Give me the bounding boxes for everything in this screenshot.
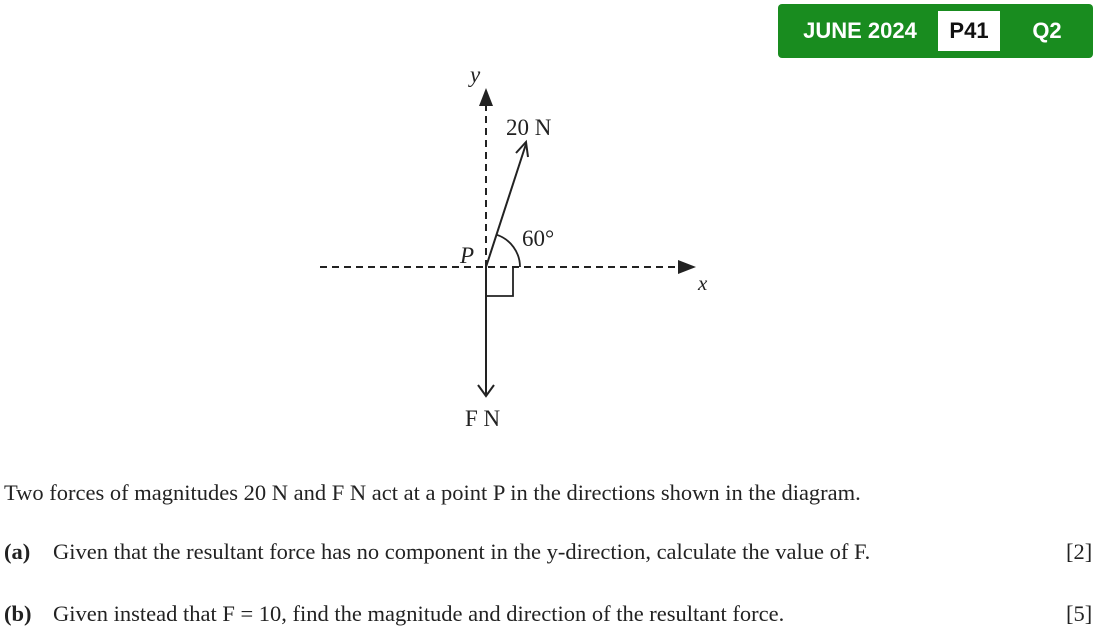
part-b-text: Given instead that F = 10, find the magnitude and direction of the resultant force. bbox=[53, 601, 785, 626]
part-a-label-text: (a) bbox=[4, 539, 31, 564]
force-20n-line bbox=[486, 144, 526, 267]
part-a-text: Given that the resultant force has no component in the y-direction, calculate the value of F. bbox=[53, 539, 871, 564]
right-angle-marker bbox=[486, 267, 513, 296]
question-number-label: Q2 bbox=[1032, 18, 1062, 43]
part-a-marks: [2] bbox=[1066, 539, 1093, 564]
exam-session-label: JUNE 2024 bbox=[803, 18, 917, 43]
point-p-label: P bbox=[460, 243, 475, 268]
question-stem: Two forces of magnitudes 20 N and F N act at a point P in the directions shown in the diagram. bbox=[4, 480, 861, 505]
x-axis-label: x bbox=[698, 271, 708, 295]
part-b-label bbox=[4, 601, 32, 627]
y-axis-label: y bbox=[470, 62, 481, 87]
x-axis-arrowhead bbox=[678, 260, 696, 274]
question-reference-badge bbox=[778, 4, 1093, 58]
part-a-label bbox=[4, 539, 30, 565]
force-diagram bbox=[0, 60, 760, 440]
paper-code-label: P41 bbox=[938, 11, 1000, 51]
part-b-label-text: (b) bbox=[4, 601, 32, 626]
force-20n-label: 20 N bbox=[506, 115, 552, 140]
angle-arc bbox=[497, 235, 521, 267]
angle-label: 60° bbox=[522, 226, 555, 251]
y-axis-arrowhead bbox=[479, 88, 493, 106]
force-f-label: F N bbox=[465, 406, 501, 431]
part-b-marks: [5] bbox=[1066, 601, 1093, 626]
